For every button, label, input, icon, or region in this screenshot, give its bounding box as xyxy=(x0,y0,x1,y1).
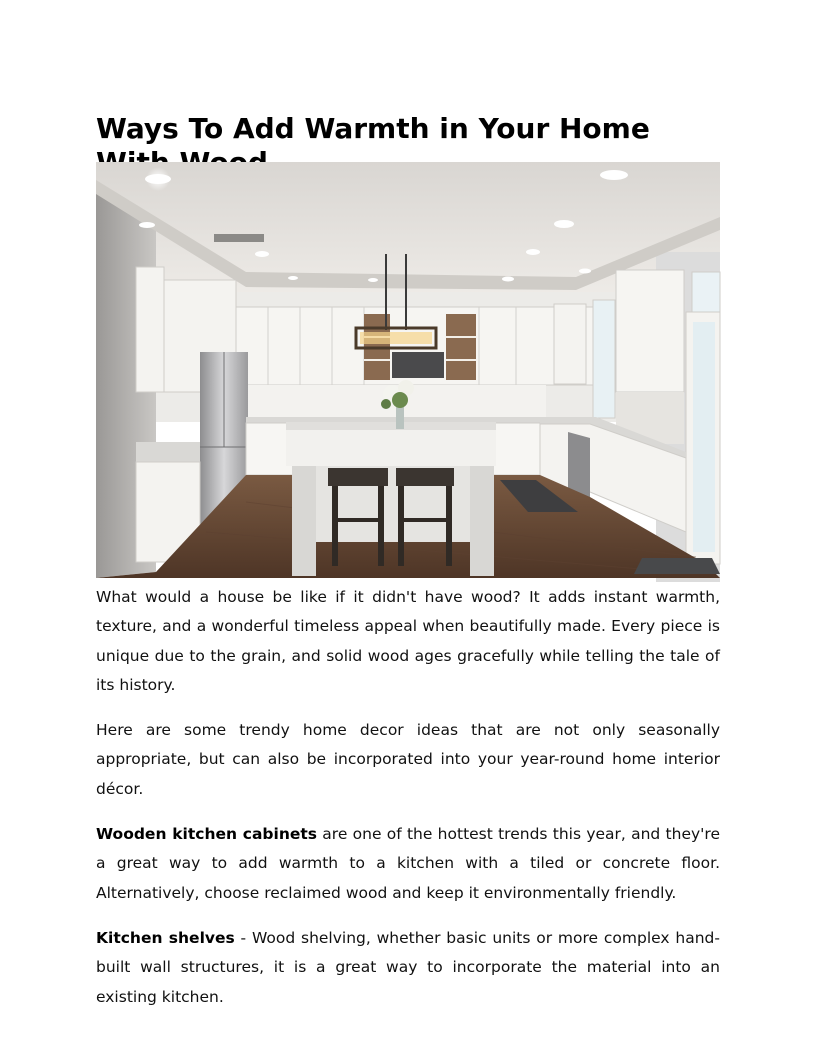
article-title: Ways To Add Warmth in Your Home xyxy=(96,112,650,145)
paragraph-lead: Kitchen shelves xyxy=(96,928,235,947)
paragraph-intro xyxy=(96,583,720,700)
paragraph-kitchen-shelves xyxy=(96,924,720,1012)
paragraph-lead: Wooden kitchen cabinets xyxy=(96,825,318,844)
paragraph-text: - Wood shelving, whether basic units or more complex hand-built wall structures, it is a great way to incorporate the material into an existing kitchen. xyxy=(96,928,720,1006)
paragraph-kitchen-cabinets xyxy=(96,820,720,908)
kitchen-photo xyxy=(96,162,720,578)
article-body xyxy=(96,583,720,1028)
paragraph-text: are one of the hottest trends this year, and they're a great way to add warmth to a kitchen with a tiled or concrete floor. Alternatively, choose reclaimed wood and keep it environmentally friendly. xyxy=(96,825,720,902)
paragraph-decor-ideas xyxy=(96,716,720,804)
paragraph-text: What would a house be like if it didn't have wood? It adds instant warmth, texture, and a wonderful timeless appeal when beautifully made. Every piece is unique due to the grain, and solid wood ages gracefully while telling the tale of its history. xyxy=(96,588,720,694)
paragraph-text: Here are some trendy home decor ideas that are not only seasonally appropriate, but can also be incorporated into your year-round home interior décor. xyxy=(96,721,720,798)
